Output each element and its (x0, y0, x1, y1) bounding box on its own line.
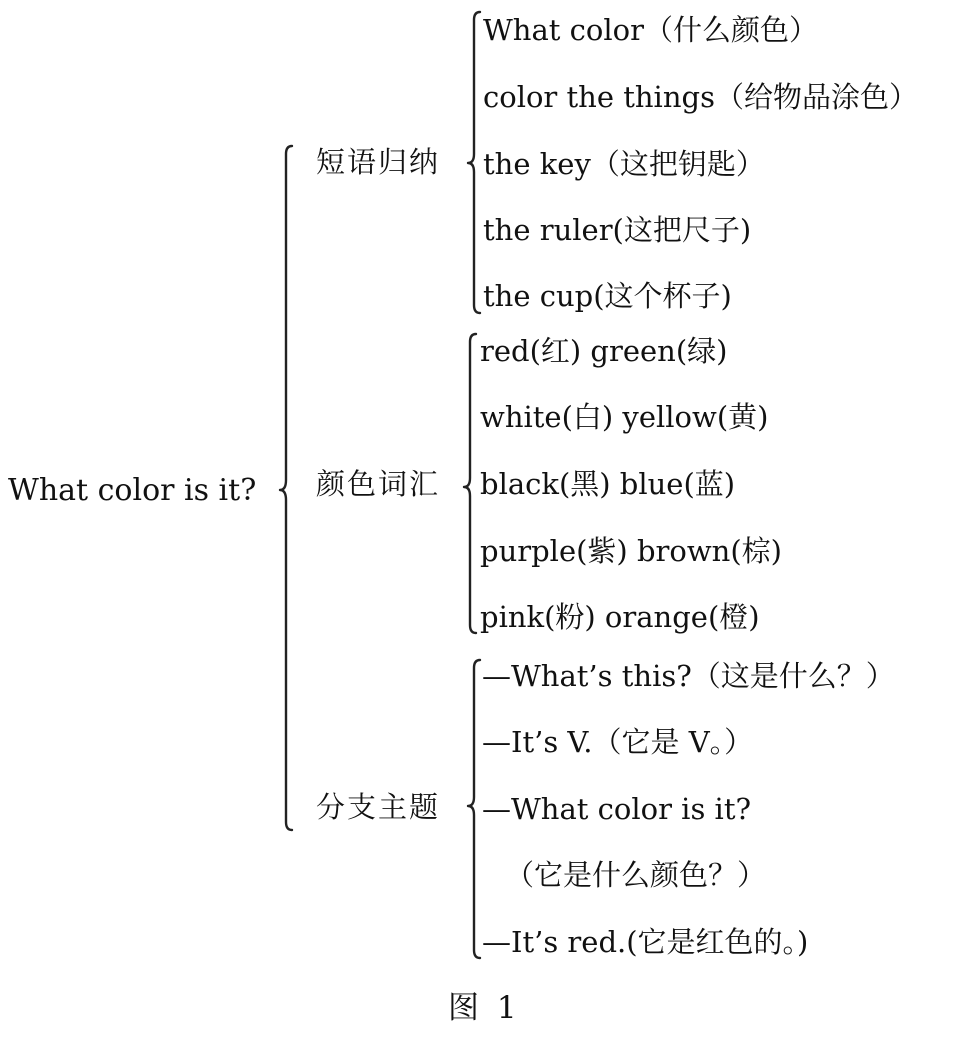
root-topic: What color is it? (8, 473, 257, 508)
category-branch-topic: 分支主题 (316, 790, 441, 824)
category-color-words: 颜色词汇 (316, 467, 441, 501)
phrase-item: What color（什么颜色） (483, 13, 818, 47)
dialogue-item: —What color is it? (482, 792, 752, 826)
group-3-brace (468, 660, 480, 958)
dialogue-item: —What’s this?（这是什么？） (482, 659, 895, 693)
phrase-item: the ruler(这把尺子) (483, 213, 752, 247)
color-word-item: purple(紫) brown(棕) (480, 534, 782, 568)
phrase-item: the key（这把钥匙） (483, 147, 765, 181)
color-word-item: white(白) yellow(黄) (480, 400, 769, 434)
category-phrases: 短语归纳 (316, 145, 441, 179)
color-word-item: red(红) green(绿) (480, 334, 728, 368)
figure-caption: 图 1 (448, 990, 521, 1026)
dialogue-item: —It’s V.（它是 V。） (482, 725, 754, 759)
dialogue-item: —It’s red.(它是红色的。) (482, 925, 809, 959)
phrase-item: the cup(这个杯子) (483, 279, 732, 313)
group-1-brace (468, 12, 480, 313)
color-word-item: pink(粉) orange(橙) (480, 600, 760, 634)
color-word-item: black(黑) blue(蓝) (480, 467, 736, 501)
dialogue-item: （它是什么颜色？） (505, 858, 767, 892)
group-2-brace (464, 334, 476, 633)
root-brace (280, 146, 292, 830)
phrase-item: color the things（给物品涂色） (483, 80, 918, 114)
